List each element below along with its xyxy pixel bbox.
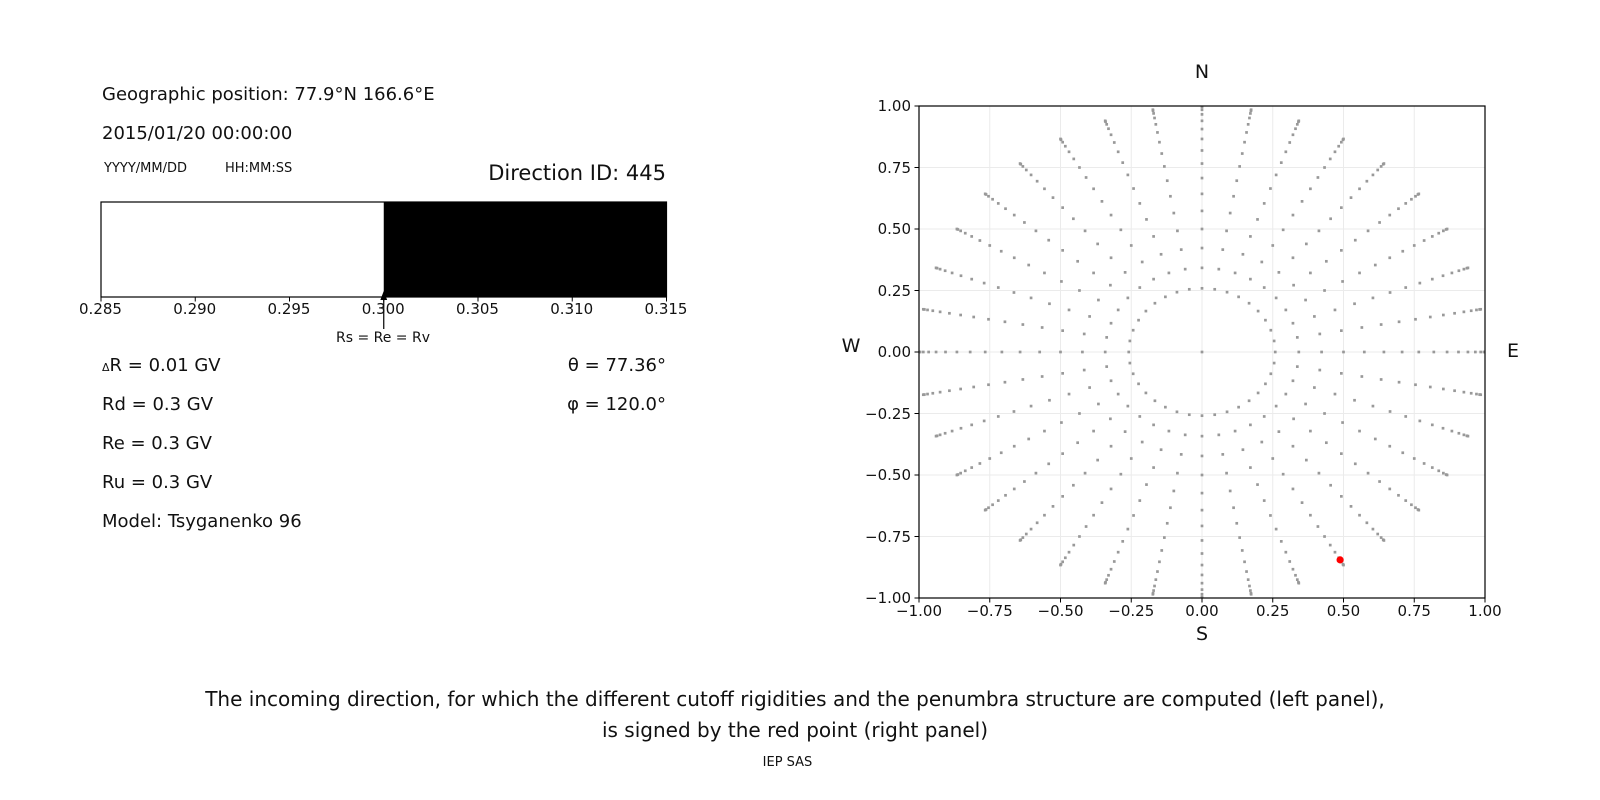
- compass-label-north: N: [1194, 61, 1210, 83]
- scatter-x-tick-label: 0.00: [1185, 602, 1219, 620]
- penumbra-bar-chart: [101, 202, 667, 297]
- penumbra-tick-label: 0.285: [79, 300, 122, 318]
- scatter-y-tick-label: 0.50: [877, 220, 911, 238]
- direction-grid-points: [918, 105, 1487, 600]
- penumbra-tick-label: 0.315: [644, 300, 688, 318]
- scatter-y-tick-label: −0.25: [865, 404, 911, 423]
- penumbra-tick-label: 0.300: [361, 300, 405, 318]
- scatter-y-tick-label: −1.00: [865, 589, 911, 607]
- scatter-x-tick-label: −1.00: [896, 602, 942, 620]
- penumbra-tick-label: 0.305: [456, 300, 499, 318]
- penumbra-tick-label: 0.290: [173, 300, 217, 318]
- penumbra-segment: [101, 202, 384, 297]
- parameter-text: Re = 0.3 GV: [102, 433, 212, 454]
- penumbra-tick-label: 0.295: [267, 300, 311, 318]
- scatter-y-tick-label: 0.00: [877, 343, 911, 361]
- date-format-label: YYYY/MM/DD: [104, 161, 187, 176]
- scatter-y-tick-label: −0.50: [865, 466, 911, 484]
- theta-value: θ = 77.36°: [567, 355, 666, 376]
- parameter-text: Model: Tsyganenko 96: [102, 511, 302, 532]
- compass-label-east: E: [1506, 340, 1519, 362]
- scatter-x-tick-label: 0.75: [1397, 602, 1431, 620]
- scatter-y-tick-label: 0.25: [877, 281, 911, 300]
- compass-label-south: S: [1195, 623, 1209, 645]
- caption-line-1: The incoming direction, for which the different cutoff rigidities and the penumbra structure are computed (left panel),: [205, 687, 1385, 711]
- credit-text: IEP SAS: [762, 755, 813, 770]
- scatter-x-tick-label: 1.00: [1468, 602, 1502, 620]
- penumbra-segment: [383, 202, 666, 297]
- penumbra-arrow-label: Rs = Re = Rv: [335, 330, 430, 346]
- scatter-x-tick-label: −0.50: [1037, 602, 1084, 620]
- direction-id-title: Direction ID: 445: [488, 161, 666, 185]
- penumbra-tick-label: 0.310: [550, 300, 594, 318]
- datetime-text: 2015/01/20 00:00:00: [102, 123, 293, 144]
- parameter-text: ΔR = 0.01 GV: [102, 355, 221, 376]
- geographic-position-text: Geographic position: 77.9°N 166.6°E: [102, 84, 435, 105]
- delta-symbol: Δ: [102, 361, 110, 374]
- scatter-y-tick-label: 1.00: [877, 97, 911, 115]
- parameter-text: Rd = 0.3 GV: [102, 394, 214, 415]
- scatter-x-tick-label: −0.75: [966, 602, 1013, 620]
- parameter-text: Ru = 0.3 GV: [102, 472, 213, 493]
- direction-scatter-plot: [919, 106, 1485, 598]
- scatter-x-tick-label: 0.25: [1256, 602, 1290, 620]
- scatter-y-tick-label: 0.75: [877, 158, 911, 177]
- scatter-y-tick-label: −0.75: [865, 527, 911, 546]
- compass-label-west: W: [841, 335, 861, 357]
- time-format-label: HH:MM:SS: [225, 161, 293, 176]
- phi-value: φ = 120.0°: [567, 394, 666, 415]
- caption-line-2: is signed by the red point (right panel): [601, 718, 989, 742]
- scatter-x-tick-label: 0.50: [1326, 602, 1361, 620]
- red-direction-point: [1337, 556, 1344, 563]
- scatter-x-tick-label: −0.25: [1108, 602, 1155, 620]
